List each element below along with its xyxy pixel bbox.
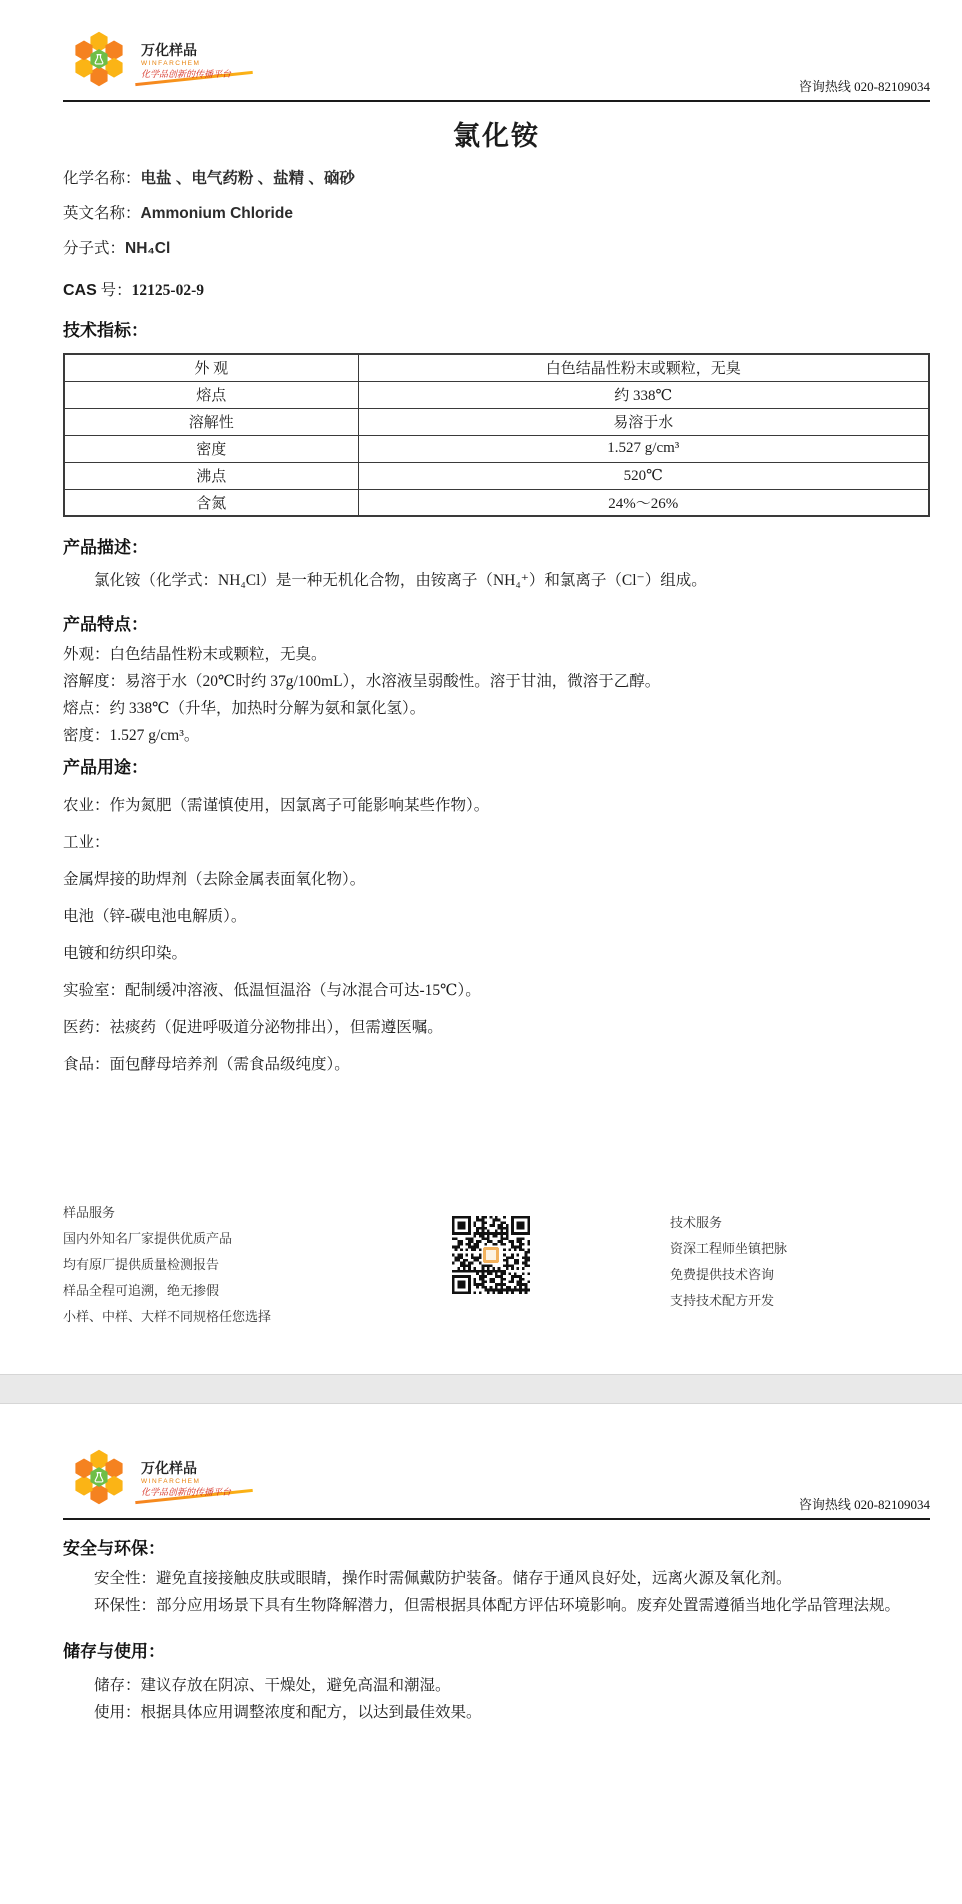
sample-service-line: 样品全程可追溯，绝无掺假: [63, 1283, 220, 1298]
spec-value: 520℃: [358, 462, 929, 489]
table-row: [64, 462, 929, 489]
page-footer: [63, 1200, 930, 1330]
doc-title: 氯化铵: [453, 121, 540, 151]
spec-value: 1.527 g/cm³: [358, 435, 929, 462]
sample-service-title: 样品服务: [63, 1205, 116, 1220]
cas-line: [63, 278, 930, 300]
cas-label-en: CAS: [63, 282, 97, 299]
use-line: 工业：: [63, 834, 110, 851]
brand-logo: [63, 1444, 231, 1515]
use-line: 农业：作为氮肥（需谨慎使用，因氯离子可能影响某些作物）。: [63, 797, 490, 814]
brand-slogan: 化学品创新的传播平台: [141, 68, 232, 79]
sample-service-block: [63, 1200, 271, 1330]
use-line: 实验室：配制缓冲溶液、低温恒温浴（与冰混合可达-15℃）。: [63, 982, 481, 999]
english-name-line: [63, 201, 930, 223]
tech-service-line: 免费提供技术咨询: [669, 1267, 774, 1282]
brand-logo: [63, 26, 231, 97]
english-name-label: 英文名称：: [63, 205, 141, 222]
spec-value: 白色结晶性粉末或颗粒，无臭: [358, 354, 929, 381]
formula-value: NH₄Cl: [125, 240, 171, 257]
sample-service-line: 小样、中样、大样不同规格任您选择: [63, 1309, 272, 1324]
storage-line: 使用：根据具体应用调整浓度和配方，以达到最佳效果。: [94, 1704, 482, 1721]
spec-label: 密度: [64, 435, 358, 462]
brand-subname: WINFARCHEM: [141, 59, 201, 67]
spec-label: 外 观: [64, 354, 358, 381]
page-2: [0, 1404, 962, 1904]
spec-value: 约 338℃: [358, 381, 929, 408]
description-text: 氯化铵（化学式：NH₄Cl）是一种无机化合物，由铵离子（NH₄⁺）和氯离子（Cl⁻）组成。: [94, 572, 707, 589]
page-header: [63, 0, 930, 102]
qr-code: [452, 1216, 530, 1294]
feature-line: 熔点：约 338℃（升华，加热时分解为氨和氯化氢）。: [63, 700, 426, 717]
use-line: 电池（锌-碳电池电解质）。: [63, 908, 247, 925]
cas-value: 12125-02-9: [131, 282, 204, 299]
formula-line: [63, 236, 930, 258]
table-row: [64, 381, 929, 408]
english-name-value: Ammonium Chloride: [140, 205, 293, 222]
uses-heading: 产品用途：: [63, 758, 148, 777]
spec-value: 易溶于水: [358, 408, 929, 435]
hotline: 咨询热线 020-82109034: [798, 79, 930, 94]
spec-label: 熔点: [64, 381, 358, 408]
storage-heading: 储存与使用：: [63, 1642, 165, 1661]
hotline: 咨询热线 020-82109034: [798, 1497, 930, 1512]
spec-value: 24%〜26%: [358, 489, 929, 516]
table-row: [64, 489, 929, 516]
spec-label: 溶解性: [64, 408, 358, 435]
chemical-name-line: [63, 166, 930, 188]
tech-service-line: 支持技术配方开发: [669, 1293, 774, 1308]
feature-line: 密度：1.527 g/cm³。: [63, 727, 200, 744]
description-heading: 产品描述：: [63, 538, 148, 557]
page-header: [63, 1404, 930, 1520]
safety-paragraph: 环保性：部分应用场景下具有生物降解潜力，但需根据具体配方评估环境影响。废弃处置需遵循当地化学品管理法规。: [94, 1597, 901, 1614]
storage-line: 储存：建议存放在阴凉、干燥处，避免高温和潮湿。: [94, 1677, 451, 1694]
feature-line: 溶解度：易溶于水（20℃时约 37g/100mL），水溶液呈弱酸性。溶于甘油，微溶于乙醇。: [63, 673, 661, 690]
honeycomb-flask-icon: [63, 1444, 135, 1515]
brand-name: 万化样品: [141, 1460, 197, 1477]
chemical-name-label: 化学名称：: [63, 170, 141, 187]
chemical-name-value: 电盐 、电气药粉 、盐精 、硇砂: [140, 170, 355, 187]
table-row: [64, 408, 929, 435]
spec-label: 含氮: [64, 489, 358, 516]
use-line: 食品：面包酵母培养剂（需食品级纯度）。: [63, 1056, 350, 1073]
tech-service-line: 资深工程师坐镇把脉: [669, 1241, 787, 1256]
honeycomb-flask-icon: [63, 26, 135, 97]
sample-service-line: 均有原厂提供质量检测报告: [63, 1257, 220, 1272]
table-row: [64, 435, 929, 462]
feature-line: 外观：白色结晶性粉末或颗粒，无臭。: [63, 646, 327, 663]
sample-service-line: 国内外知名厂家提供优质产品: [63, 1231, 233, 1246]
safety-heading: 安全与环保：: [63, 1539, 165, 1558]
features-heading: 产品特点：: [63, 615, 148, 634]
use-line: 电镀和纺织印染。: [63, 945, 188, 962]
formula-label: 分子式：: [63, 240, 126, 257]
tech-specs-table: [63, 353, 930, 517]
brand-slogan: 化学品创新的传播平台: [141, 1486, 232, 1497]
use-line: 医药：祛痰药（促进呼吸道分泌物排出），但需遵医嘱。: [63, 1019, 443, 1036]
tech-specs-heading: 技术指标：: [63, 321, 148, 340]
safety-paragraph: 安全性：避免直接接触皮肤或眼睛，操作时需佩戴防护装备。储存于通风良好处，远离火源及氧化剂。: [94, 1570, 792, 1587]
use-line: 金属焊接的助焊剂（去除金属表面氧化物）。: [63, 871, 366, 888]
table-row: [64, 354, 929, 381]
brand-name: 万化样品: [141, 42, 197, 59]
brand-subname: WINFARCHEM: [141, 1477, 201, 1485]
page-separator: [0, 1374, 962, 1404]
tech-service-block: [670, 1210, 930, 1314]
spec-label: 沸点: [64, 462, 358, 489]
cas-label-zh: 号：: [100, 282, 132, 299]
tech-service-title: 技术服务: [669, 1215, 722, 1230]
